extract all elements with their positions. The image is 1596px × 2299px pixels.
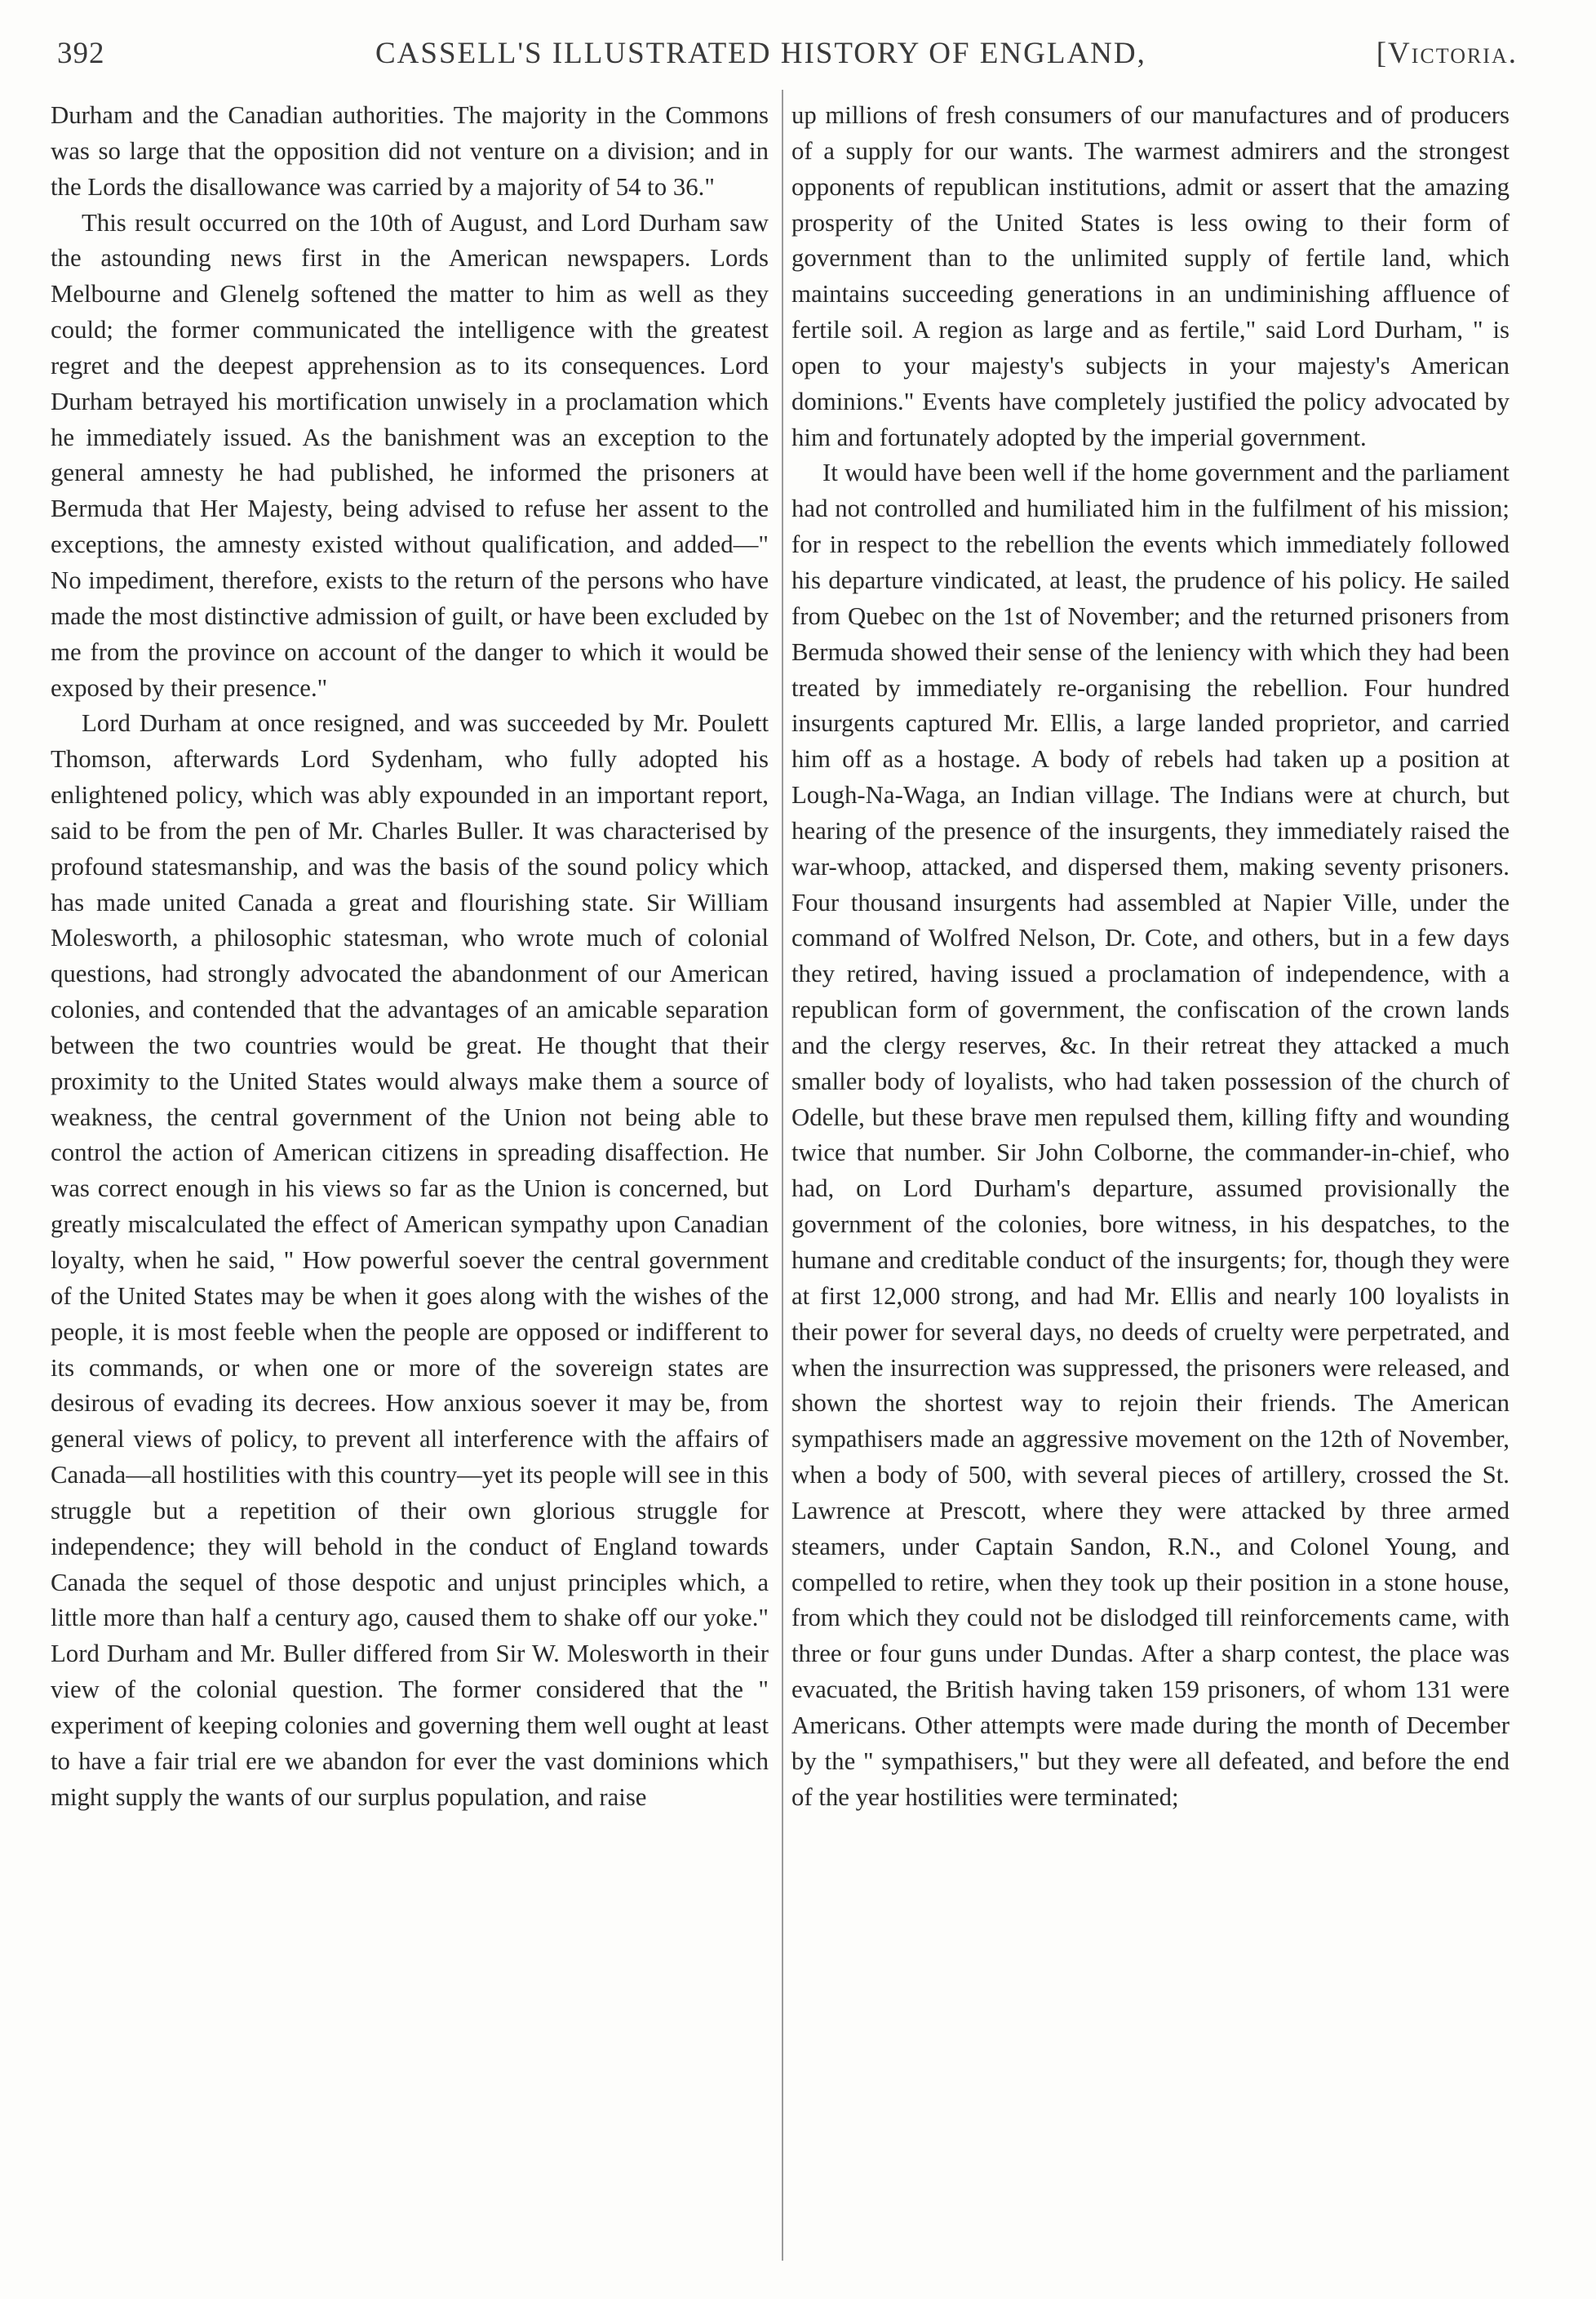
paragraph: up millions of fresh consumers of our manufactures and of producers of a supply for our wants. The warmest admirers and the strongest opponents of republican institutions, admit or assert that the amazing prosperity of the United States is less owing to their form of government than to the unlimited supply of fertile land, which maintains succeeding generations in an undiminishing affluence of fertile soil. A region as large and as fertile," said Lord Durham, " is open to your majesty's subjects in your majesty's American dominions." Events have completely justified the policy advocated by him and fortunately adopted by the imperial government. <box>791 101 1510 451</box>
book-title: CASSELL'S ILLUSTRATED HISTORY OF ENGLAND, <box>375 37 1146 70</box>
running-header <box>57 28 1518 77</box>
left-column <box>51 98 769 1816</box>
paragraph: It would have been well if the home government and the parliament had not controlled and humiliated him in the fulfilment of his mission; for in respect to the rebellion the events which immediately followed his departure vindicated, at least, the prudence of his policy. He sailed from Quebec on the 1st of November; and the returned prisoners from Bermuda showed their sense of the leniency with which they had been treated by immediately re-organising the rebellion. Four hundred insurgents captured Mr. Ellis, a large landed proprietor, and carried him off as a hostage. A body of rebels had taken up a position at Lough-Na-Waga, an Indian village. The Indians were at church, but hearing of the presence of the insurgents, they immediately raised the war-whoop, attacked, and dispersed them, making seventy prisoners. Four thousand insurgents had assembled at Napier Ville, under the command of Wolfred Nelson, Dr. Cote, and others, but in a few days they retired, having issued a proclamation of independence, with a republican form of government, the confiscation of the crown lands and the clergy reserves, &c. In their retreat they attacked a much smaller body of loyalists, who had taken possession of the church of Odelle, but these brave men repulsed them, killing fifty and wounding twice that number. Sir John Colborne, the commander-in-chief, who had, on Lord Durham's departure, assumed provisionally the government of the colonies, bore witness, in his despatches, to the humane and creditable conduct of the insurgents; for, though they were at first 12,000 strong, and had Mr. Ellis and nearly 100 loyalists in their power for several days, no deeds of cruelty were perpetrated, and when the insurrection was suppressed, the prisoners were released, and shown the shortest way to rejoin their friends. The American sympathisers made an aggressive movement on the 12th of November, when a body of 500, with several pieces of artillery, crossed the St. Lawrence at Prescott, where they were attacked by three armed steamers, under Captain Sandon, R.N., and Colonel Young, and compelled to retire, when they took up their position in a stone house, from which they could not be dislodged till reinforcements came, with three or four guns under Dundas. After a sharp contest, the place was evacuated, the British having taken 159 prisoners, of whom 131 were Americans. Other attempts were made during the month of December by the " sympathisers," but they were all defeated, and before the end of the year hostilities were terminated; <box>791 459 1510 1811</box>
section-label: [Victoria. <box>1376 37 1518 70</box>
column-divider <box>782 90 783 2261</box>
paragraph: Durham and the Canadian authorities. The majority in the Commons was so large that the opposition did not venture on a division; and in the Lords the disallowance was carried by a majority of 54 to 36." <box>51 101 769 201</box>
right-column <box>791 98 1510 1816</box>
paragraph: This result occurred on the 10th of August, and Lord Durham saw the astounding news first in the American newspapers. Lords Melbourne and Glenelg softened the matter to him as well as they could; the former communicated the intelligence with the greatest regret and the deepest apprehension as to its consequences. Lord Durham betrayed his mortification unwisely in a proclamation which he immediately issued. As the banishment was an exception to the general amnesty he had published, he informed the prisoners at Bermuda that Her Majesty, being advised to refuse her assent to the exceptions, the amnesty existed without qualification, and added—" No impediment, therefore, exists to the return of the persons who have made the most distinctive admission of guilt, or have been excluded by me from the province on account of the danger to which it would be exposed by their presence." <box>51 208 769 702</box>
paragraph: Lord Durham at once resigned, and was succeeded by Mr. Poulett Thomson, afterwards Lord Sydenham, who fully adopted his enlightened policy, which was ably expounded in an important report, said to be from the pen of Mr. Charles Buller. It was characterised by profound statesmanship, and was the basis of the sound policy which has made united Canada a great and flourishing state. Sir William Molesworth, a philosophic statesman, who wrote much of colonial questions, had strongly advocated the abandonment of our American colonies, and contended that the advantages of an amicable separation between the two countries would be great. He thought that their proximity to the United States would always make them a source of weakness, the central government of the Union not being able to control the action of American citizens in spreading disaffection. He was correct enough in his views so far as the Union is concerned, but greatly miscalculated the effect of American sympathy upon Canadian loyalty, when he said, " How powerful soever the central government of the United States may be when it goes along with the wishes of the people, it is most feeble when the people are opposed or indifferent to its commands, or when one or more of the sovereign states are desirous of evading its decrees. How anxious soever it may be, from general views of policy, to prevent all interference with the affairs of Canada—all hostilities with this country—yet its people will see in this struggle but a repetition of their own glorious struggle for independence; they will behold in the conduct of England towards Canada the sequel of those despotic and unjust principles which, a little more than half a century ago, caused them to shake off our yoke." Lord Durham and Mr. Buller differed from Sir W. Molesworth in their view of the colonial question. The former considered that the " experiment of keeping colonies and governing them well ought at least to have a fair trial ere we abandon for ever the vast dominions which might supply the wants of our surplus population, and raise <box>51 709 769 1811</box>
page-number: 392 <box>57 37 105 70</box>
